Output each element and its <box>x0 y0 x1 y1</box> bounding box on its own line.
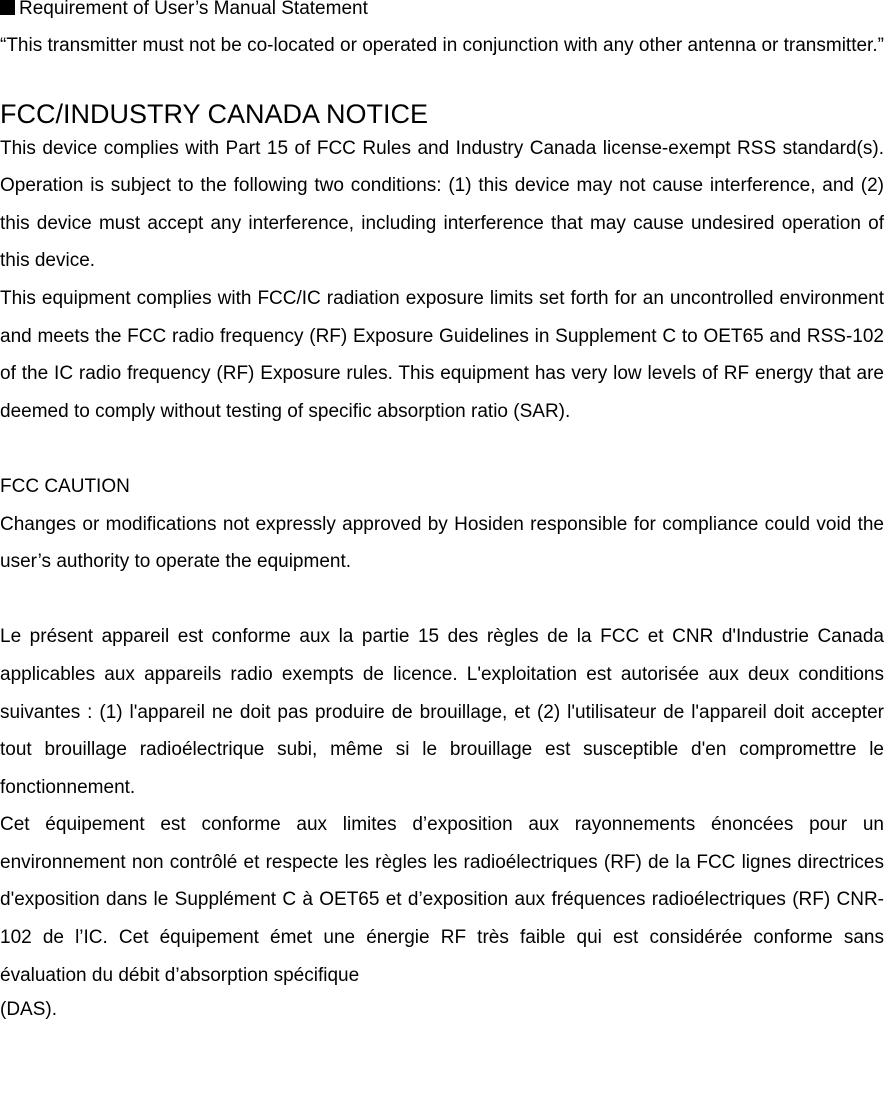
requirement-title-line <box>0 0 884 19</box>
fcc-ic-heading: FCC/INDUSTRY CANADA NOTICE <box>0 98 429 129</box>
fcc-caution-paragraph: Changes or modifications not expressly approved by Hosiden responsible for compliance could void the user’s authority to operate the equipment. <box>0 513 884 573</box>
spacer <box>0 581 884 619</box>
fcc-ic-paragraph-1: This device complies with Part 15 of FCC Rules and Industry Canada license-exempt RSS standard(s). Operation is subject to the following two conditions: (1) this device may not cause interference, and (2) this device must accept any interference, including interference that may cause undesired operation of this device. <box>0 137 884 272</box>
black-square-icon <box>0 0 15 15</box>
requirement-quote: “This transmitter must not be co-located or operated in conjunction with any other antenna or transmitter.” <box>0 35 884 56</box>
spacer <box>0 65 884 95</box>
fcc-caution-title: FCC CAUTION <box>0 475 130 497</box>
requirement-title: Requirement of User’s Manual Statement <box>19 0 368 19</box>
french-paragraph-1: Le présent appareil est conforme aux la partie 15 des règles de la FCC et CNR d'Industrie Canada applicables aux appareils radio exempts de licence. L'exploitation est autorisée aux deux conditions suivantes : (1) l'appareil ne doit pas produire de brouillage, et (2) l'utilisateur de l'appareil doit accepter tout brouillage radioélectrique subi, même si le brouillage est susceptible d'en compromettre le fonctionnement. <box>0 626 884 798</box>
fcc-ic-paragraph-2: This equipment complies with FCC/IC radiation exposure limits set forth for an uncontrolled environment and meets the FCC radio frequency (RF) Exposure Guidelines in Supplement C to OET65 and RSS-102 of the IC radio frequency (RF) Exposure rules. This equipment has very low levels of RF energy that are deemed to comply without testing of specific absorption ratio (SAR). <box>0 287 884 422</box>
french-paragraph-2: Cet équipement est conforme aux limites d’exposition aux rayonnements énoncées pour un environnement non contrôlé et respecte les règles les radioélectriques (RF) de la FCC lignes directrices d'exposition dans le Supplément C à OET65 et d’exposition aux fréquences radioélectriques (RF) CNR-102 de l’IC. Cet équipement émet une énergie RF très faible qui est considérée conforme sans évaluation du débit d’absorption spécifique <box>0 814 884 986</box>
spacer <box>0 430 884 468</box>
french-paragraph-2-end: (DAS). <box>0 999 57 1021</box>
